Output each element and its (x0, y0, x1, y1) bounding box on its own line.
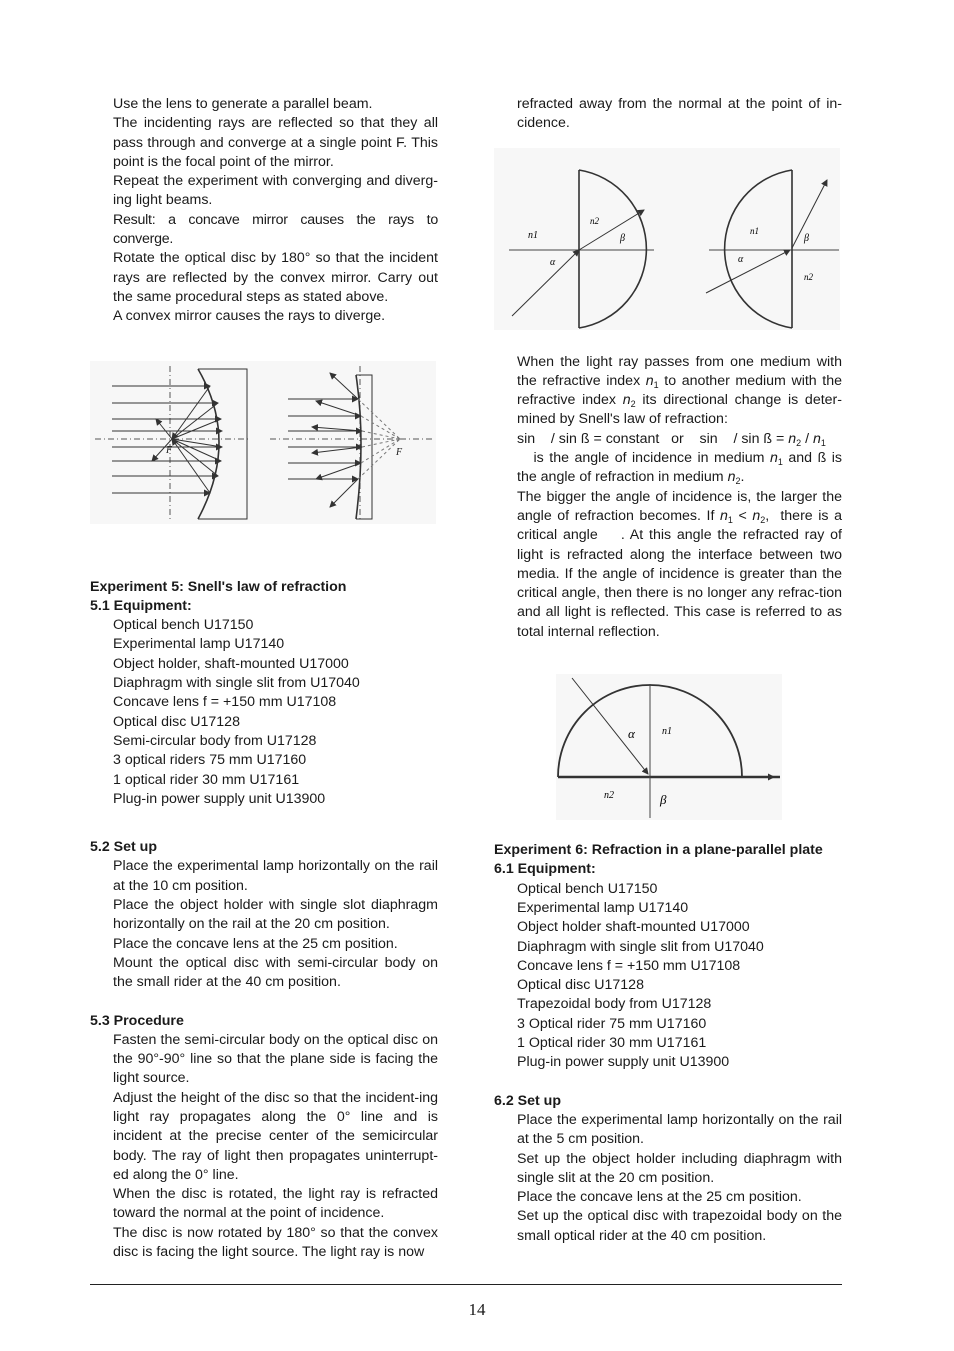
setup-step: Place the experimental lamp horizontally on the rail at the 5 cm position. (517, 1111, 842, 1148)
intro-line: Use the lens to generate a parallel beam. (113, 96, 373, 112)
setup-step: Place the concave lens at the 25 cm position. (113, 935, 398, 952)
intro-line: The incidenting rays are reflected so that they all pass through and converge at a single point F. This point is the focal point of the mirror. (113, 115, 438, 170)
list-item: Concave lens f = +150 mm U17108 (113, 694, 337, 711)
svg-text:α: α (550, 256, 556, 268)
exp5-setup-heading: 5.2 Set up (90, 839, 158, 856)
concave-mirror-diagram (95, 366, 248, 519)
snell-intro: When the light ray passes from one medium with the refractive index $n_1$ to another medium with the refractive index $n_2$ its directional change is deter-mined by Snell's law of refraction: (517, 353, 842, 428)
list-item: 3 optical riders 75 mm U17160 (113, 752, 307, 769)
mirror-figure (90, 361, 436, 524)
list-item: Optical disc U17128 (517, 977, 644, 994)
intro-line: Result: a concave mirror causes the rays to converge. (113, 211, 438, 248)
list-item: Experimental lamp U17140 (517, 899, 689, 916)
snell-critical-angle: The bigger the angle of incidence is, the larger the angle of refraction becomes. If $n_1 < n_2$, there is a critical angle . At this angle the refracted ray of light is refracted along the interface between two media. If the angle of incidence is greater than the critical angle, then there is no longer any refrac-tion and all light is reflected. This case is referred to as total internal reflection. (517, 488, 842, 640)
list-item: Diaphragm with single slit from U17040 (113, 675, 360, 692)
list-item: Object holder shaft-mounted U17000 (517, 919, 750, 936)
refraction-diagram-right (706, 170, 839, 328)
svg-text:n1: n1 (662, 726, 672, 738)
list-item: Experimental lamp U17140 (113, 636, 285, 653)
list-item: Concave lens f = +150 mm U17108 (517, 957, 741, 974)
setup-step: Place the concave lens at the 25 cm position. (517, 1189, 802, 1206)
exp6-equipment-list (494, 880, 842, 1073)
continuation-text: refracted away from the normal at the point of in-cidence. (517, 96, 842, 132)
exp5-title: Experiment 5: Snell's law of refraction (90, 578, 347, 595)
svg-text:β: β (660, 792, 667, 808)
svg-text:n1: n1 (528, 229, 538, 241)
intro-line: Repeat the experiment with converging and diverg-ing light beams. (113, 173, 438, 209)
intro-text (90, 95, 438, 327)
svg-text:α: α (628, 726, 635, 742)
svg-text:α: α (738, 253, 744, 265)
list-item: 1 optical rider 30 mm U17161 (113, 771, 300, 788)
list-item: Object holder, shaft-mounted U17000 (113, 655, 349, 672)
list-item: Diaphragm with single slit from U17040 (517, 938, 764, 955)
list-item: Plug-in power supply unit U13900 (113, 790, 326, 807)
exp6-setup-heading: 6.2 Set up (494, 1092, 562, 1109)
list-item: 1 Optical rider 30 mm U17161 (517, 1035, 707, 1052)
list-item: Trapezoidal body from U17128 (517, 996, 712, 1013)
snell-text (494, 353, 842, 642)
list-item: Plug-in power supply unit U13900 (517, 1054, 730, 1071)
procedure-step: The disc is now rotated by 180° so that the convex disc is facing the light source. The light ray is now (113, 1224, 438, 1261)
list-item: Optical disc U17128 (113, 713, 240, 730)
procedure-step: Fasten the semi-circular body on the optical disc on the 90°-90° line so that the plane side is facing the light source. (113, 1031, 438, 1087)
setup-step: Place the object holder with single slot diaphragm horizontally on the rail at the 20 cm position. (113, 897, 438, 933)
list-item: Optical bench U17150 (517, 880, 658, 897)
exp5-procedure-heading: 5.3 Procedure (90, 1012, 184, 1029)
intro-line: A convex mirror causes the rays to diverge. (113, 308, 386, 325)
svg-text:n2: n2 (590, 215, 599, 226)
svg-text:F: F (166, 444, 173, 456)
svg-text:n2: n2 (604, 790, 614, 802)
svg-text:β: β (620, 232, 625, 244)
exp6-equipment-heading: 6.1 Equipment: (494, 861, 596, 878)
list-item: Optical bench U17150 (113, 617, 254, 634)
procedure-step: Adjust the height of the disc so that the incident-ing light ray propagates along the 0° line and is incident at the precise center of the semicircular body. The ray of light then propagates uninterrupt-ed along the 0° line. (113, 1089, 438, 1183)
exp5-setup-text (90, 857, 438, 992)
setup-step: Place the experimental lamp horizontally on the rail at the 10 cm position. (113, 858, 438, 894)
refraction-figure (494, 148, 840, 330)
right-column (494, 95, 842, 1246)
refraction-diagram-left (509, 170, 654, 328)
setup-step: Set up the object holder including diaphragm with single slit at the 20 cm position. (517, 1150, 842, 1186)
critical-angle-figure (556, 674, 782, 820)
exp5-procedure-text (90, 1031, 438, 1263)
exp6-setup-text (494, 1111, 842, 1246)
exp5-equipment-list (90, 616, 438, 809)
svg-text:β: β (804, 232, 809, 244)
list-item: Semi-circular body from U17128 (113, 732, 317, 749)
intro-line: Rotate the optical disc by 180° so that the incident rays are reflected by the convex mirror. Carry out the same procedural steps as stated above. (113, 250, 438, 305)
list-item: 3 Optical rider 75 mm U17160 (517, 1015, 707, 1032)
setup-step: Set up the optical disc with trapezoidal body on the small optical rider at the 40 cm position. (517, 1208, 842, 1244)
svg-text:n1: n1 (750, 225, 759, 236)
page-number: 14 (468, 1300, 486, 1319)
snell-formula: sin / sin ß = constant or sin / sin ß = $n_2 / n_1$ (517, 430, 826, 448)
setup-step: Mount the optical disc with semi-circular body on the small rider at the 40 cm position. (113, 954, 438, 991)
footer-divider (90, 1284, 842, 1285)
svg-text:n2: n2 (804, 271, 813, 282)
left-column (90, 95, 438, 1262)
exp6-title: Experiment 6: Refraction in a plane-parallel plate (494, 842, 823, 859)
convex-mirror-diagram (270, 366, 435, 521)
exp5-equipment-heading: 5.1 Equipment: (90, 597, 192, 614)
svg-text:F: F (396, 446, 403, 458)
procedure-step: When the disc is rotated, the light ray is refracted toward the normal at the point of incidence. (113, 1186, 438, 1222)
snell-definition: is the angle of incidence in medium $n_1$ and ß is the angle of refraction in medium $n_2$. (517, 450, 842, 487)
